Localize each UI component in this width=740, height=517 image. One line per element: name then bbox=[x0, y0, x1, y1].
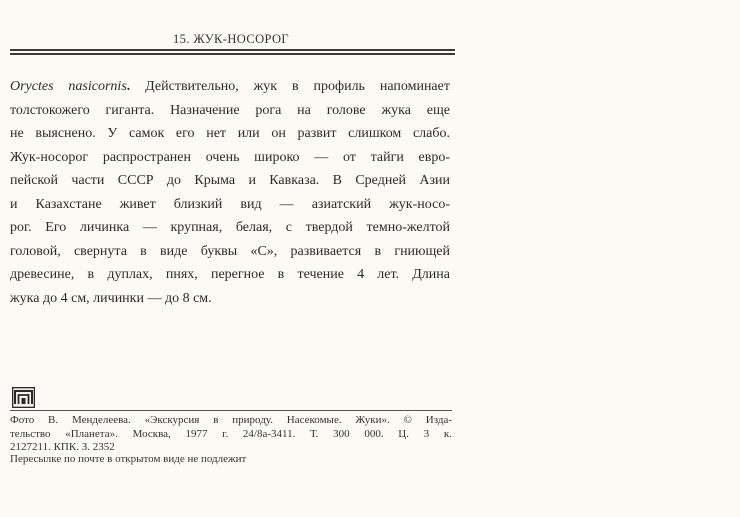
description-line-1-text: Действительно, жук в профиль напоминает bbox=[130, 79, 450, 94]
description-text bbox=[10, 75, 450, 310]
description-line: рог. Его личинка — крупная, белая, с твердой темно-желтой bbox=[10, 220, 450, 235]
description-line: жука до 4 см, личинки — до 8 см. bbox=[10, 290, 212, 306]
card-title: 15. ЖУК-НОСОРОГ bbox=[173, 32, 290, 46]
imprint-text bbox=[10, 414, 452, 455]
header-rule-thin bbox=[10, 49, 455, 51]
description-line: головой, свернута в виде буквы «С», развивается в гниющей bbox=[10, 243, 450, 259]
description-line: толстокожего гиганта. Назначение рога на голове жука еще bbox=[10, 102, 450, 118]
description-line: и Казахстане живет близкий вид — азиатский жук-носо- bbox=[10, 196, 450, 212]
description-line: Жук-носорог распространен очень широко — от тайги евро- bbox=[10, 149, 450, 165]
latin-name-period: . bbox=[126, 79, 131, 94]
latin-name: Oryctes nasicornis bbox=[10, 79, 127, 94]
footer-rule bbox=[10, 410, 452, 411]
description-line: пейской части СССР до Крыма и Кавказа. В Средней Азии bbox=[10, 173, 450, 188]
description-line: не выяснено. У самок его нет или он развит слишком слабо. bbox=[10, 126, 450, 141]
header-rule-thick bbox=[10, 53, 455, 55]
imprint-line: Фото В. Менделеева. «Экскурсия в природу. Насекомые. Жуки». © Изда- bbox=[10, 414, 452, 426]
postal-disclaimer: Пересылке по почте в открытом виде не подлежит bbox=[10, 453, 247, 465]
publisher-logo-icon bbox=[12, 387, 35, 408]
imprint-line: тельство «Планета». Москва, 1977 г. 24/8а-3411. Т. 300 000. Ц. 3 к. bbox=[10, 427, 452, 440]
imprint-line: 2127211. КПК. З. 2352 bbox=[10, 441, 115, 453]
description-line: древесине, в дуплах, пнях, перегное в течение 4 лет. Длина bbox=[10, 267, 450, 282]
description-line bbox=[10, 75, 450, 99]
